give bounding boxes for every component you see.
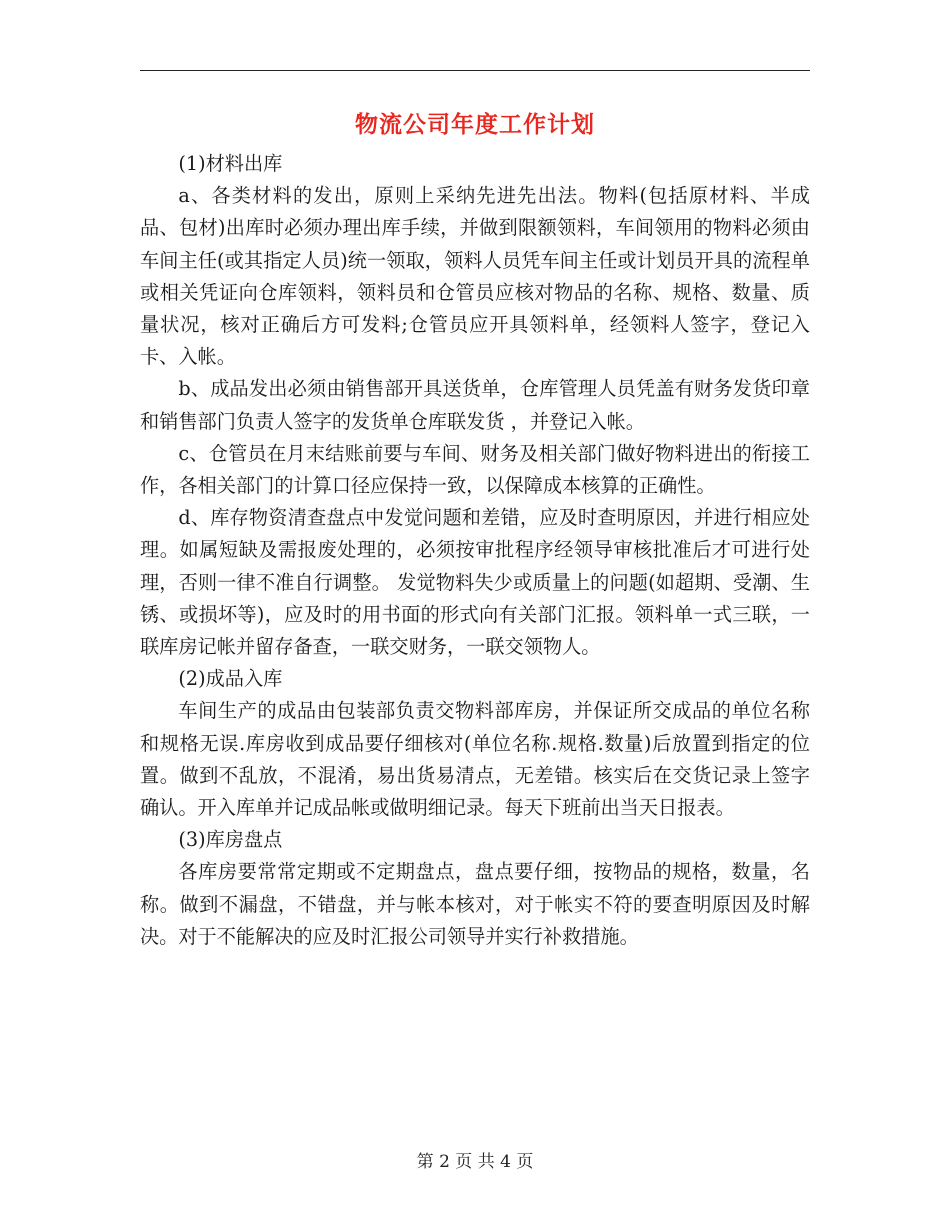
paragraph-material-outbound-d: d、库存物资清查盘点中发觉问题和差错，应及时查明原因，并进行相应处理。如属短缺及需报废处理的，必须按审批程序经领导审核批准后才可进行处理，否则一律不准自行调整。 发觉物料失少或质量上的问题(如超期、受潮、生锈、或损坏等)，应及时的用书面的形式向有关部门汇报。领料单一式三联，一联库房记帐并留存备查，一联交财务，一联交领物人。 xyxy=(140,506,810,659)
document-title: 物流公司年度工作计划 xyxy=(355,111,595,138)
section-heading-material-outbound: (1)材料出库 xyxy=(178,152,283,175)
page-footer xyxy=(140,1150,810,1174)
paragraph-product-inbound: 车间生产的成品由包装部负责交物料部库房，并保证所交成品的单位名称和规格无误.库房收到成品要仔细核对(单位名称.规格.数量)后放置到指定的位置。做到不乱放，不混淆，易出货易清点，无差错。核实后在交货记录上签字确认。开入库单并记成品帐或做明细记录。每天下班前出当天日报表。 xyxy=(140,699,810,820)
paragraph-material-outbound-c: c、仓管员在月末结账前要与车间、财务及相关部门做好物料进出的衔接工作，各相关部门的计算口径应保持一致，以保障成本核算的正确性。 xyxy=(140,441,810,498)
paragraph-material-outbound-a: a、各类材料的发出，原则上采纳先进先出法。物料(包括原材料、半成品、包材)出库时必须办理出库手续，并做到限额领料，车间领用的物料必须由车间主任(或其指定人员)统一领取，领料人员凭车间主任或计划员开具的流程单或相关凭证向仓库领料，领料员和仓管员应核对物品的名称、规格、数量、质量状况，核对正确后方可发料;仓管员应开具领料单，经领料人签字，登记入卡、入帐。 xyxy=(140,184,810,369)
section-heading-product-inbound: (2)成品入库 xyxy=(178,667,283,691)
paragraph-warehouse-inventory: 各库房要常常定期或不定期盘点，盘点要仔细，按物品的规格，数量，名称。做到不漏盘，不错盘，并与帐本核对，对于帐实不符的要查明原因及时解决。对于不能解决的应及时汇报公司领导并实行补救措施。 xyxy=(140,860,810,948)
paragraph-material-outbound-b: b、成品发出必须由销售部开具送货单，仓库管理人员凭盖有财务发货印章和销售部门负责人签字的发货单仓库联发货 ，并登记入帐。 xyxy=(140,377,810,433)
document-body xyxy=(140,148,810,953)
page-number-label: 第 2 页 共 4 页 xyxy=(416,1152,534,1172)
header-rule xyxy=(140,70,810,71)
section-heading-warehouse-inventory: (3)库房盘点 xyxy=(178,828,283,852)
